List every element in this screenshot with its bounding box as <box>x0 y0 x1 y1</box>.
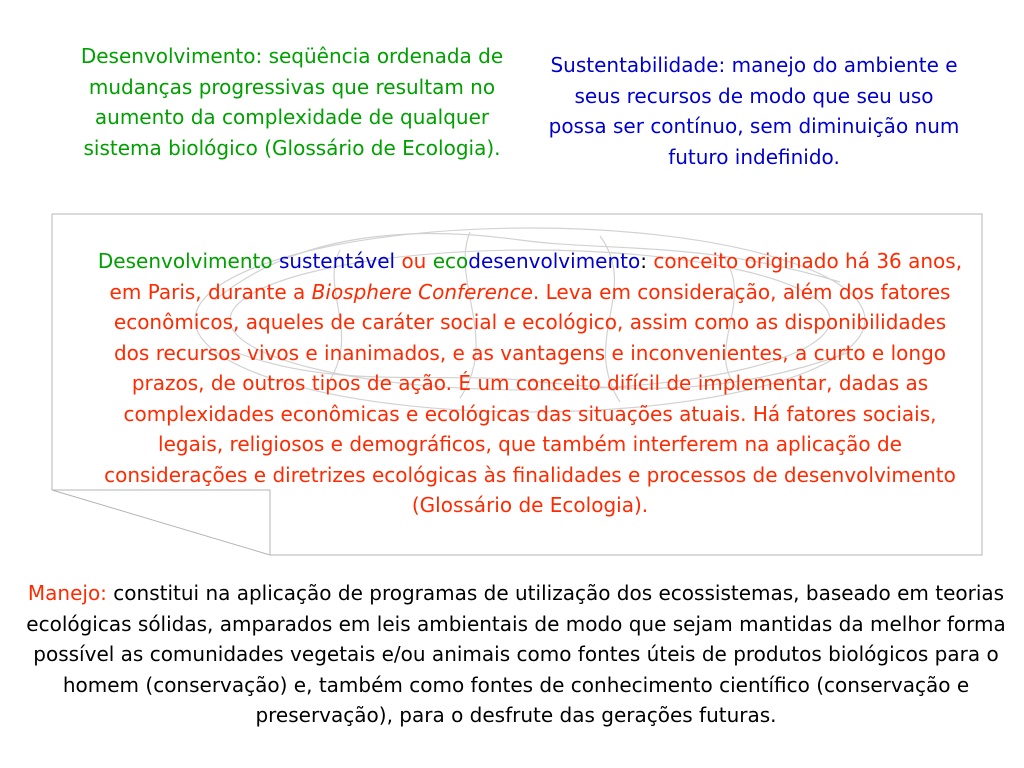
management-definition <box>26 578 1006 731</box>
sustainability-definition-text: Sustentabilidade: manejo do ambiente e seus recursos de modo que seu uso possa ser contínuo, sem diminuição num futuro indefinido. <box>548 53 960 169</box>
biosphere-conference: Biosphere Conference <box>311 279 533 304</box>
term-desenvolvimento-2: desenvolvimento <box>468 249 641 273</box>
development-definition <box>78 41 506 163</box>
term-eco: eco <box>432 249 469 273</box>
sustainability-definition <box>545 50 963 172</box>
management-term: Manejo: <box>27 581 107 605</box>
term-colon: : <box>640 249 647 273</box>
definition-body-start: conceito originado há 36 anos, em Paris, durante a <box>109 249 963 304</box>
definition-body-end: . Leva em consideração, além dos fatores econômicos, aqueles de caráter social e ecológico, assim como as disponibilidades dos recursos vivos e inanimados, e as vantagens e inconvenientes, a curto e longo prazos, de outros tipos de ação. É um conceito difícil de implementar, dadas as complexidades econômicas e ecológicas das situações atuais. Há fatores sociais, legais, religiosos e demográficos, que também interferem na aplicação de considerações e diretrizes ecológicas às finalidades e processos de desenvolvimento (Glossário de Ecologia). <box>104 279 956 517</box>
term-sustentavel: sustentável <box>278 249 396 273</box>
development-definition-text: Desenvolvimento: seqüência ordenada de mudanças progressivas que resultam no aumento da complexidade de qualquer sistema biológico (Glossário de Ecologia). <box>80 44 504 160</box>
sustainable-development-definition <box>96 246 964 521</box>
management-definition-body: constitui na aplicação de programas de utilização dos ecossistemas, baseado em teorias ecológicas sólidas, amparados em leis ambientais de modo que sejam mantidas da melhor forma possível as comunidades vegetais e/ou animais como fontes úteis de produtos biológicos para o homem (conservação) e, também como fontes de conhecimento científico (conservação e preservação), para o desfrute das gerações futuras. <box>26 581 1006 727</box>
term-ou: ou <box>401 249 427 273</box>
term-desenvolvimento: Desenvolvimento <box>97 249 273 273</box>
